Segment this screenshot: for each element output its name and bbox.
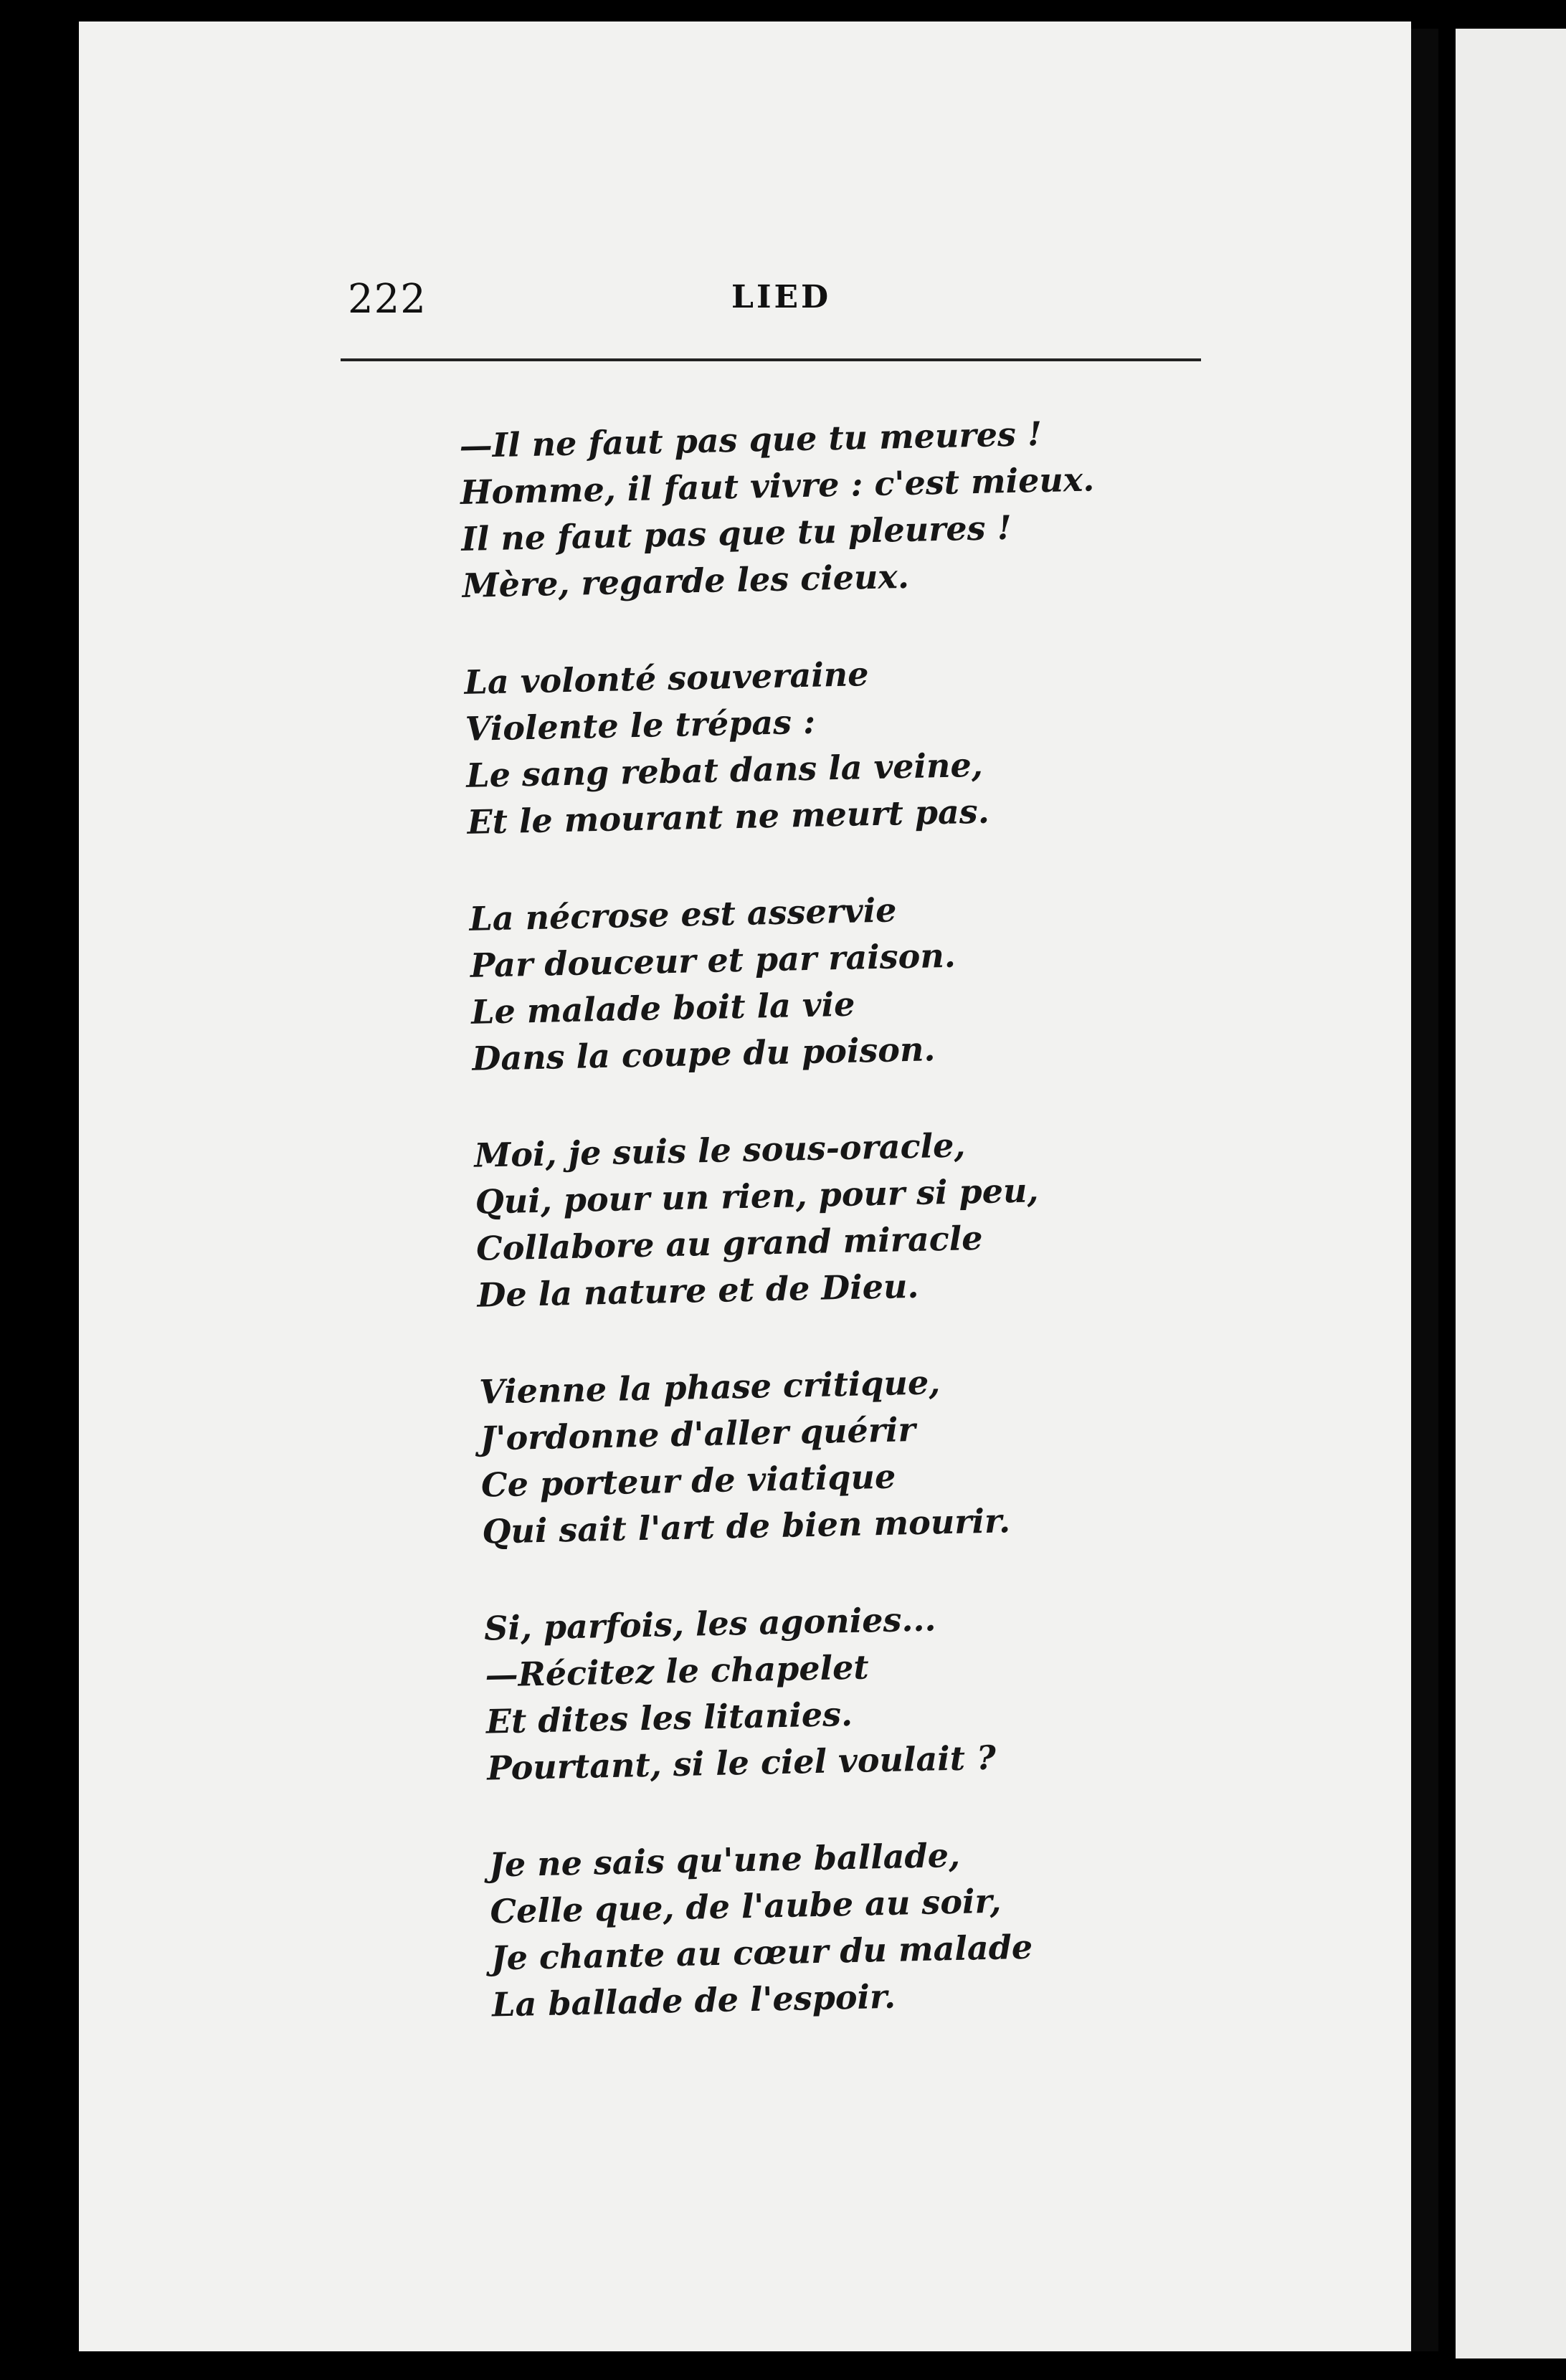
header-rule [341,358,1201,361]
poem-line: Si, parfois, les agonies... [483,1599,936,1648]
poem-line: Ce porteur de viatique [480,1457,896,1505]
poem-line: Celle que, de l'aube au soir, [489,1881,1002,1931]
poem-line: La ballade de l'espoir. [491,1976,896,2024]
poem-line: Violente le trépas : [465,702,816,748]
poem-line: Par douceur et par raison. [470,936,957,985]
poem-line: Vienne la phase critique, [478,1363,941,1412]
poem-line: La nécrose est asservie [468,890,897,938]
poem-line: Qui sait l'art de bien mourir. [481,1501,1011,1551]
poem-line: Qui, pour un rien, pour si peu, [475,1171,1039,1222]
page-number: 222 [348,276,427,323]
poem-line: La volonté souveraine [464,654,869,702]
poem-line: Le malade boit la vie [470,984,855,1032]
poem-body [459,406,1316,2024]
running-head: LIED [731,279,832,315]
poem-line: Dans la coupe du poison. [472,1029,936,1078]
stanza [459,406,1287,609]
stanza [479,1352,1307,1556]
poem-line: Le sang rebat dans la veine, [465,745,984,795]
adjacent-page-edge [1456,29,1566,2358]
stanza [464,642,1292,846]
stanza [488,1824,1316,2028]
stanza [474,1115,1302,1319]
poem-line: —Il ne faut pas que tu meures ! [459,414,1043,465]
poem-line: Et le mourant ne meurt pas. [467,791,990,842]
page-gutter [1411,29,1438,2351]
poem-line: Il ne faut pas que tu pleures ! [460,508,1012,558]
page-header [265,276,1205,333]
poem-line: Collabore au grand miracle [475,1218,983,1268]
poem-line: —Récitez le chapelet [485,1647,870,1695]
poem-line: Je ne sais qu'une ballade, [488,1835,961,1885]
poem-line: Moi, je suis le sous-oracle, [473,1125,966,1175]
poem-line: J'ordonne d'aller quérir [480,1409,916,1458]
poem-line: De la nature et de Dieu. [476,1266,919,1315]
stanza [484,1589,1312,1792]
poem-line: Mère, regarde les cieux. [462,556,910,605]
stanza [469,879,1297,1082]
poem-line: Je chante au cœur du malade [490,1927,1033,1978]
poem-line: Pourtant, si le ciel voulait ? [486,1738,997,1788]
poem-line: Et dites les litanies. [485,1694,853,1741]
poem-line: Homme, il faut vivre : c'est mieux. [460,460,1095,512]
